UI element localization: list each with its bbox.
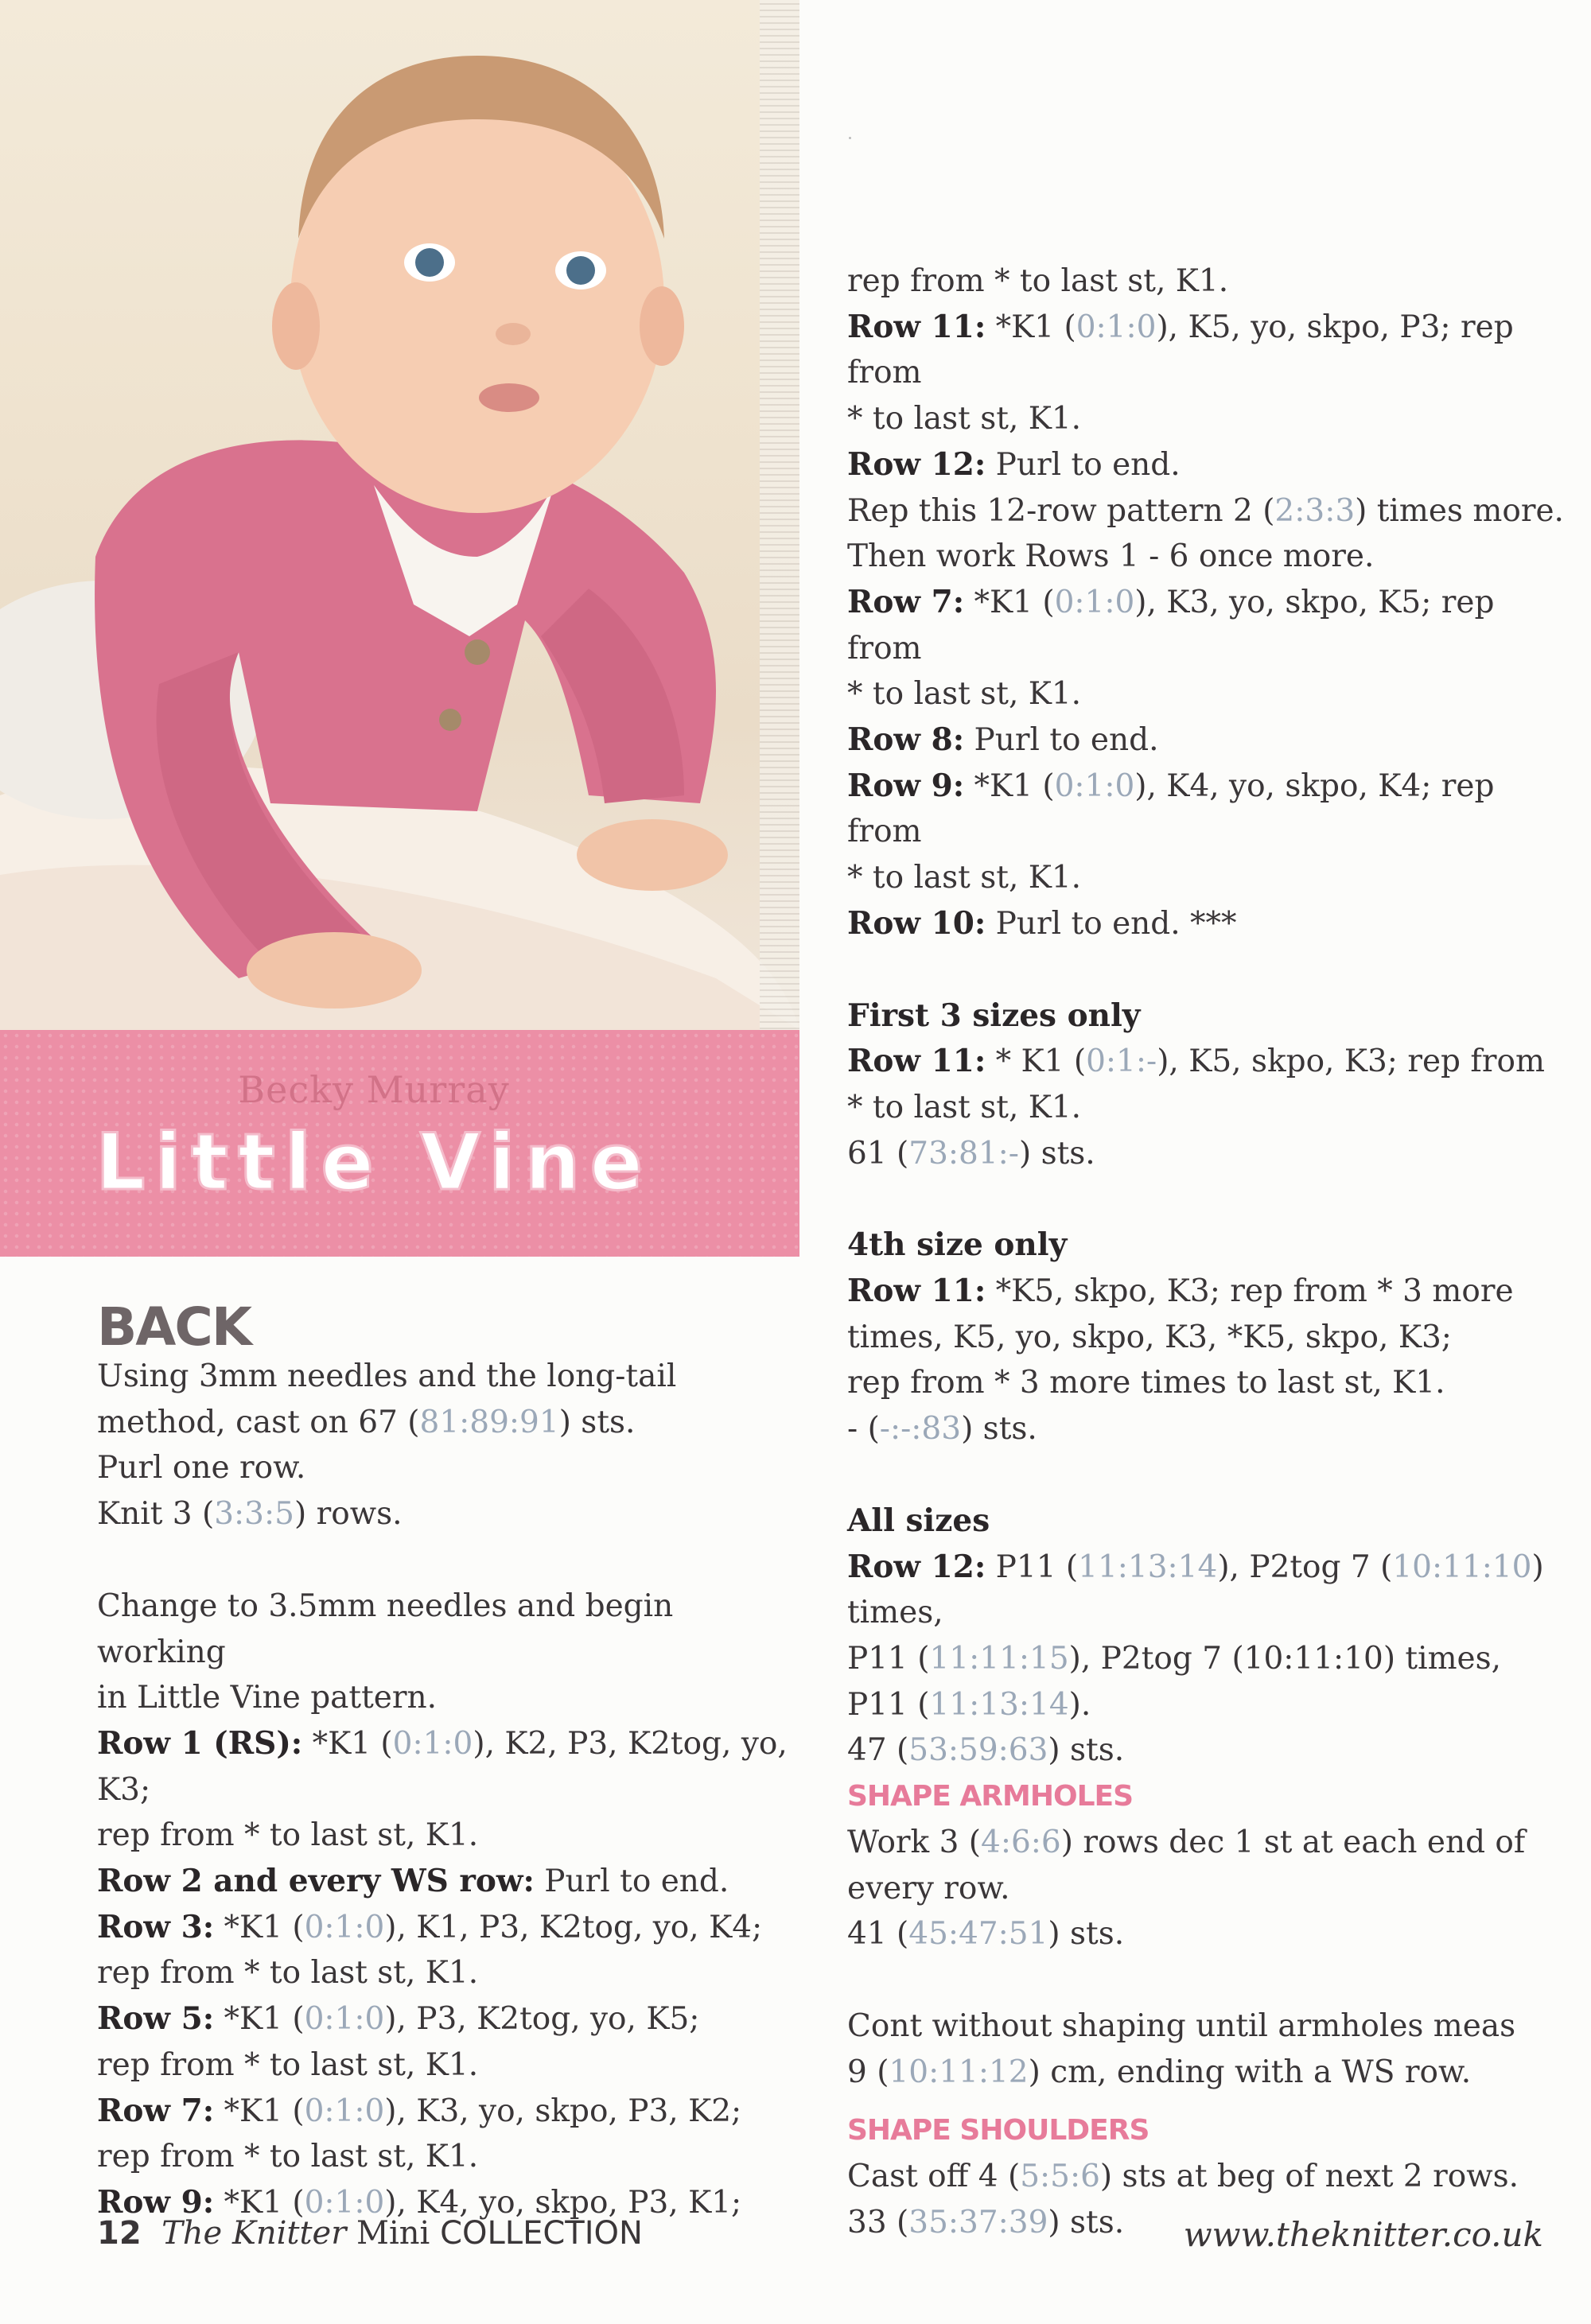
row-12: Row 12: Purl to end. [847,445,1181,483]
baby-photo [0,0,799,1030]
text-line: * to last st, K1. [847,1089,1082,1125]
row-8: Row 8: Purl to end. [847,721,1159,759]
first-3-sizes-heading: First 3 sizes only [847,997,1141,1034]
row-1: Row 1 (RS): *K1 (0:1:0), K2, P3, K2tog, yo, K3; [97,1724,788,1808]
title-banner [0,1030,799,1257]
row-9: Row 9: *K1 (0:1:0), K4, yo, skpo, P3, K1; [97,2183,742,2221]
footer-left [97,2215,643,2252]
text-line: P11 (11:13:14). [847,1686,1091,1723]
website-url[interactable]: www.theknitter.co.uk [1183,2215,1543,2254]
text-line: Then work Rows 1 - 6 once more. [847,538,1375,575]
row-2: Row 2 and every WS row: Purl to end. [97,1863,729,1900]
text-line: Knit 3 (3:3:5) rows. [97,1496,403,1533]
text-line: Change to 3.5mm needles and begin working [97,1588,674,1670]
row-7: Row 7: *K1 (0:1:0), K3, yo, skpo, K5; rep from [847,583,1495,666]
pattern-title: Little Vine [95,1117,652,1208]
text-line: * to last st, K1. [847,860,1082,896]
baby-illustration [0,0,799,1030]
row-3: Row 3: *K1 (0:1:0), K1, P3, K2tog, yo, K4; [97,1908,763,1945]
text-line: rep from * to last st, K1. [97,1955,479,1992]
text-line: * to last st, K1. [847,676,1082,713]
magazine-name: The Knitter [161,2215,347,2252]
back-heading: BACK [97,1296,251,1358]
text-line: rep from * to last st, K1. [97,1817,479,1854]
text-line: rep from * to last st, K1. [97,2139,479,2175]
text-line: every row. [847,1870,1010,1906]
text-line: rep from * to last st, K1. [847,263,1229,299]
row-7: Row 7: *K1 (0:1:0), K3, yo, skpo, P3, K2; [97,2092,742,2129]
text-line: Cont without shaping until armholes meas [847,2007,1516,2044]
row-9: Row 9: *K1 (0:1:0), K4, yo, skpo, K4; rep from [847,767,1495,850]
text-line: P11 (11:11:15), P2tog 7 (10:11:10) times, [847,1640,1502,1677]
left-column [97,1354,797,2226]
shape-armholes-heading: SHAPE ARMHOLES [847,1780,1134,1813]
shape-shoulders-heading: SHAPE SHOULDERS [847,2114,1149,2147]
row-11-fourth: Row 11: *K5, skpo, K3; rep from * 3 more [847,1273,1514,1310]
text-line: in Little Vine pattern. [97,1680,438,1716]
text-line: rep from * 3 more times to last st, K1. [847,1365,1445,1401]
stitch-count: 41 (45:47:51) sts. [847,1916,1125,1953]
text-line: Purl one row. [97,1450,306,1487]
stitch-count: 33 (35:37:39) sts. [847,2204,1125,2240]
text-line: 9 (10:11:12) cm, ending with a WS row. [847,2054,1472,2090]
collection-label: COLLECTION [440,2215,643,2252]
text-line: Rep this 12-row pattern 2 (2:3:3) times more. [847,492,1564,529]
mini-label: Mini [356,2215,430,2252]
page-number: 12 [97,2215,142,2252]
stitch-count: 61 (73:81:-) sts. [847,1135,1095,1172]
text-line: method, cast on 67 (81:89:91) sts. [97,1404,636,1440]
text-line: rep from * to last st, K1. [97,2046,479,2083]
text-line: Cast off 4 (5:5:6) sts at beg of next 2 rows. [847,2159,1519,2195]
text-line: Using 3mm needles and the long-tail [97,1358,677,1394]
text-line: * to last st, K1. [847,401,1082,437]
stitch-count: - (-:-:83) sts. [847,1411,1037,1448]
row-12-all: Row 12: P11 (11:13:14), P2tog 7 (10:11:10) times, [847,1548,1544,1631]
row-11: Row 11: *K1 (0:1:0), K5, yo, skpo, P3; rep from [847,308,1514,391]
speck [849,137,851,139]
all-sizes-heading: All sizes [847,1502,990,1539]
row-5: Row 5: *K1 (0:1:0), P3, K2tog, yo, K5; [97,2000,700,2038]
fourth-size-heading: 4th size only [847,1226,1068,1264]
stitch-count: 47 (53:59:63) sts. [847,1732,1125,1769]
row-10: Row 10: Purl to end. *** [847,904,1237,942]
author-name: Becky Murray [238,1068,510,1111]
text-line: Work 3 (4:6:6) rows dec 1 st at each end of [847,1824,1526,1860]
row-11-first3: Row 11: * K1 (0:1:-), K5, skpo, K3; rep from [847,1043,1545,1080]
text-line: times, K5, yo, skpo, K3, *K5, skpo, K3; [847,1319,1452,1355]
right-column [847,258,1571,2245]
